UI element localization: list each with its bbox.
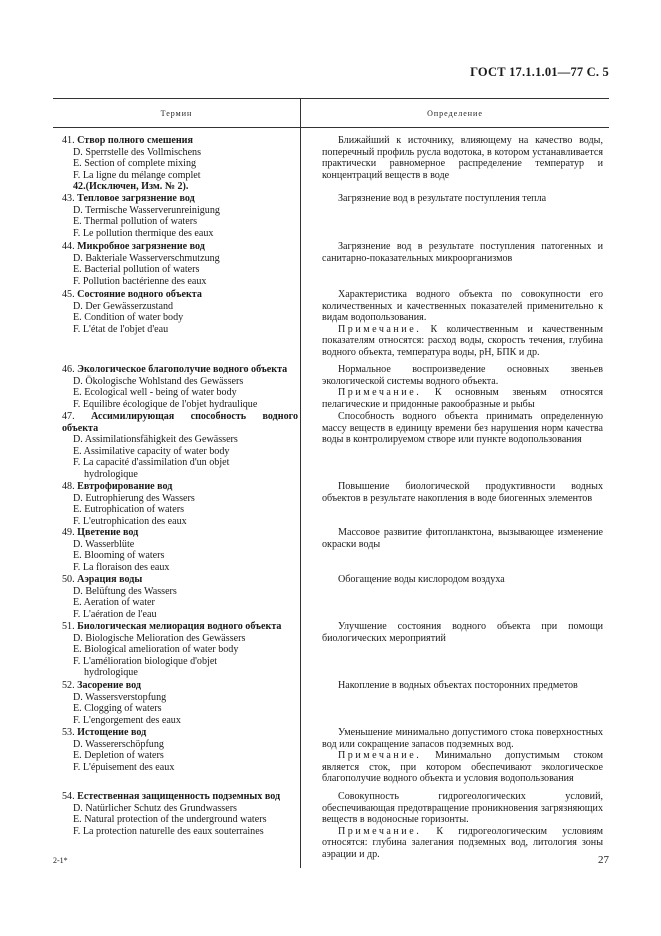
- definition-text: Повышение биологической продуктивности водных объектов в результате накопления в воде биогенных элементов: [322, 481, 603, 504]
- definition-49: [322, 527, 603, 550]
- term-ru: Цветение вод: [77, 527, 139, 538]
- term-number: 46.: [62, 364, 75, 375]
- term-number: 52.: [62, 680, 75, 691]
- term-ru: Естественная защищенность подземных вод: [77, 791, 281, 802]
- term-number: 47.: [62, 411, 75, 422]
- term-number: 53.: [62, 727, 75, 738]
- term-en: E. Thermal pollution of waters: [73, 216, 197, 228]
- standard-header: ГОСТ 17.1.1.01—77 С. 5: [470, 65, 609, 79]
- term-de: D. Natürlicher Schutz des Grundwassers: [73, 802, 237, 814]
- term-fr: F. Equilibre écologique de l'objet hydraulique: [73, 398, 258, 410]
- term-en: E. Section of complete mixing: [73, 158, 197, 170]
- definition-note: [322, 387, 603, 410]
- term-entry-50: [62, 574, 298, 620]
- definition-text: Массовое развитие фитопланктона, вызывающее изменение окраски воды: [322, 527, 603, 550]
- term-fr: F. La ligne du mélange complet: [73, 169, 201, 181]
- term-ru: Ассимилирующая способность водного: [90, 411, 298, 422]
- note-label: Примечание.: [338, 750, 422, 762]
- term-fr-continued: hydrologique: [84, 667, 138, 679]
- definition-text: Улучшение состояния водного объекта при помощи биологических мероприятий: [322, 621, 603, 644]
- term-number: 44.: [62, 241, 75, 252]
- term-de: D. Wasserblüte: [73, 538, 135, 550]
- term-entry-46: [62, 364, 298, 410]
- term-de: D. Termische Wasserverunreinigung: [73, 204, 220, 216]
- term-fr: F. L'épuisement des eaux: [73, 761, 175, 773]
- term-ru: Створ полного смешения: [77, 135, 193, 146]
- term-fr: F. L'engorgement des eaux: [73, 714, 181, 726]
- term-de: D. Bakteriale Wasserverschmutzung: [73, 252, 220, 264]
- term-fr: F. L'amélioration biologique d'objet: [73, 655, 218, 667]
- table-body: [53, 128, 609, 868]
- term-entry-48: [62, 481, 298, 527]
- note-text: К количественным и качественным показателям относятся: расход воды, скорость течения, глубина водного объекта, температура воды, pH, БПК и др.: [322, 323, 603, 358]
- term-number: 48.: [62, 481, 75, 492]
- term-entry-49: [62, 527, 298, 573]
- note-text: К гидрогеологическим условиям относятся: глубина залегания подземных вод, литология зоны аэрации и др.: [322, 825, 603, 860]
- term-ru: Истощение вод: [77, 727, 147, 738]
- definition-text: Характеристика водного объекта по совокупности его количественных и качественных показателей применительно к видам водопользования.: [322, 289, 603, 324]
- term-en: E. Bacterial pollution of waters: [73, 264, 200, 276]
- term-en: E. Biological amelioration of water body: [73, 644, 239, 656]
- definition-note: [322, 750, 603, 785]
- definition-52: [322, 680, 603, 692]
- term-de: D. Assimilationsfähigkeit des Gewässers: [73, 434, 238, 446]
- term-number: 54.: [62, 791, 75, 802]
- definition-48: [322, 481, 603, 504]
- definition-44: [322, 241, 603, 264]
- term-number: 45.: [62, 289, 75, 300]
- term-ru: Тепловое загрязнение вод: [77, 193, 195, 204]
- term-ru: Микробное загрязнение вод: [77, 241, 205, 252]
- term-ru: Аэрация воды: [77, 574, 143, 585]
- note-text: Минимально допустимым стоком является сток, при котором обеспечивают экологическое благополучие водного объекта и условия водопользования: [322, 750, 603, 785]
- term-de: D. Belüftung des Wassers: [73, 585, 177, 597]
- term-entry-45: [62, 289, 298, 335]
- definition-text: Нормальное воспроизведение основных звеньев экологической системы водного объекта.: [322, 364, 603, 387]
- definition-text: Накопление в водных объектах посторонних предметов: [338, 680, 578, 691]
- definition-note: [322, 324, 603, 359]
- definition-text: Загрязнение вод в результате поступления тепла: [338, 193, 547, 204]
- term-de: D. Wassersverstopfung: [73, 691, 167, 703]
- note-text: К основным звеньям относятся пелагические и придонные ракообразные и рыбы: [322, 387, 603, 410]
- note-label: Примечание.: [338, 323, 422, 335]
- excluded-note-42: 42.(Исключен, Изм. № 2).: [73, 181, 189, 193]
- term-fr: F. L'eutrophication des eaux: [73, 515, 187, 527]
- col-definition-header: Определение: [427, 108, 483, 118]
- term-fr: F. Pollution bactérienne des eaux: [73, 275, 207, 287]
- term-fr: F. La floraison des eaux: [73, 561, 170, 573]
- term-number: 43.: [62, 193, 75, 204]
- term-de: D. Der Gewässerzustand: [73, 300, 174, 312]
- term-entry-44: [62, 241, 298, 287]
- term-en: E. Blooming of waters: [73, 550, 165, 562]
- definition-54: [322, 791, 603, 861]
- definition-51: [322, 621, 603, 644]
- definition-text: Ближайший к источнику, влияющему на качество воды, поперечный профиль русла водотока, в котором устанавливается практически равномерное распределение температур и концентраций веществ в воде: [322, 135, 603, 181]
- term-entry-47: [62, 411, 298, 481]
- term-de: D. Ökologische Wohlstand des Gewässers: [73, 375, 244, 387]
- definition-41: [322, 135, 603, 181]
- definition-43: [322, 193, 603, 205]
- term-number: 41.: [62, 135, 75, 146]
- page-number: 27: [598, 854, 609, 866]
- term-en: E. Assimilative capacity of water body: [73, 445, 230, 457]
- term-entry-51: [62, 621, 298, 679]
- column-divider: [300, 128, 301, 868]
- term-ru-continued: объекта: [62, 422, 99, 434]
- term-ru: Состояние водного объекта: [77, 289, 202, 300]
- note-label: Примечание.: [338, 825, 422, 837]
- definition-text: Загрязнение вод в результате поступления патогенных и санитарно-показательных микроорганизмов: [322, 241, 603, 264]
- term-en: E. Eutrophication of waters: [73, 504, 184, 516]
- sheet-mark: 2-1*: [53, 856, 68, 865]
- term-en: E. Aeration of water: [73, 597, 155, 609]
- term-fr: F. La capacité d'assimilation d'un objet: [73, 457, 230, 469]
- note-label: Примечание.: [338, 387, 422, 399]
- term-entry-53: [62, 727, 298, 773]
- term-fr-continued: hydrologique: [84, 468, 138, 480]
- term-number: 51.: [62, 621, 75, 632]
- term-fr: F. L'aération de l'eau: [73, 608, 157, 620]
- term-number: 49.: [62, 527, 75, 538]
- term-ru: Евтрофирование вод: [77, 481, 173, 492]
- definition-text: Обогащение воды кислородом воздуха: [338, 574, 505, 585]
- terms-table: [53, 98, 609, 868]
- term-en: E. Condition of water body: [73, 312, 184, 324]
- term-ru: Засорение вод: [77, 680, 142, 691]
- term-en: E. Natural protection of the underground waters: [73, 814, 267, 826]
- term-ru: Экологическое благополучие водного объекта: [77, 364, 288, 375]
- term-fr: F. L'état de l'objet d'eau: [73, 323, 169, 335]
- term-en: E. Depletion of waters: [73, 750, 164, 762]
- term-de: D. Sperrstelle des Vollmischens: [73, 146, 202, 158]
- definition-47: [322, 411, 603, 446]
- definition-note: [322, 826, 603, 861]
- term-entry-54: [62, 791, 298, 837]
- term-de: D. Biologische Melioration des Gewässers: [73, 632, 246, 644]
- definition-text: Совокупность гидрогеологических условий, обеспечивающая предотвращение проникновения загрязняющих веществ в водоносные горизонты.: [322, 791, 603, 826]
- definition-text: Уменьшение минимально допустимого стока поверхностных вод или сокращение запасов подземных вод.: [322, 727, 603, 750]
- term-fr: F. Le pollution thermique des eaux: [73, 227, 214, 239]
- definition-50: [322, 574, 603, 586]
- term-entry-52: [62, 680, 298, 726]
- term-entry-41: [62, 135, 298, 193]
- definition-53: [322, 727, 603, 785]
- term-ru: Биологическая мелиорация водного объекта: [77, 621, 282, 632]
- term-en: E. Clogging of waters: [73, 703, 162, 715]
- definition-text: Способность водного объекта принимать определенную массу веществ в единицу времени без нарушения норм качества воды в контролируемом створе или пункте водопользования: [322, 411, 603, 446]
- term-entry-43: [62, 193, 298, 239]
- table-header: [53, 99, 609, 128]
- term-de: D. Wassererschöpfung: [73, 738, 164, 750]
- term-fr: F. La protection naturelle des eaux souterraines: [73, 825, 264, 837]
- term-de: D. Eutrophierung des Wassers: [73, 492, 195, 504]
- definition-45: [322, 289, 603, 359]
- col-term-header: Термин: [53, 99, 301, 127]
- term-en: E. Ecological well - being of water body: [73, 387, 237, 399]
- term-number: 50.: [62, 574, 75, 585]
- definition-46: [322, 364, 603, 410]
